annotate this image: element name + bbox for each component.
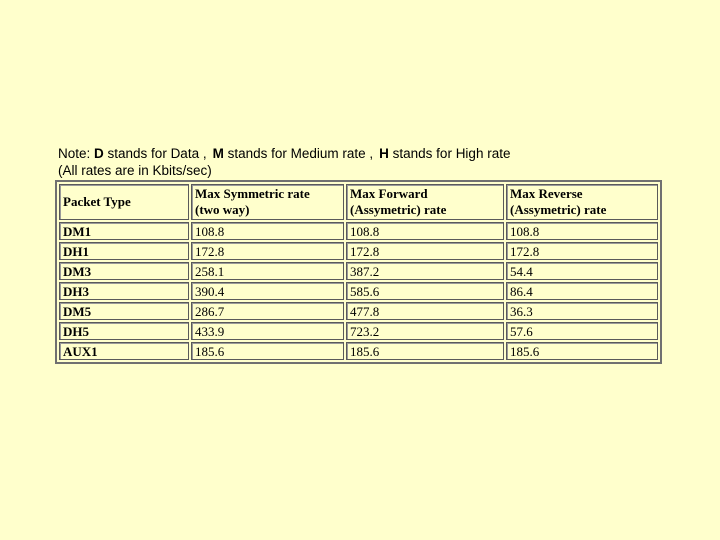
cell-packet-type: DH1 bbox=[59, 242, 189, 260]
cell-symmetric-rate: 172.8 bbox=[191, 242, 344, 260]
note-h-letter: H bbox=[379, 146, 389, 161]
table-row bbox=[59, 262, 658, 280]
cell-reverse-rate: 36.3 bbox=[506, 302, 658, 320]
cell-forward-rate: 172.8 bbox=[346, 242, 504, 260]
cell-packet-type: DH5 bbox=[59, 322, 189, 340]
table-row bbox=[59, 222, 658, 240]
table-row bbox=[59, 242, 658, 260]
cell-forward-rate: 387.2 bbox=[346, 262, 504, 280]
cell-symmetric-rate: 185.6 bbox=[191, 342, 344, 360]
cell-reverse-rate: 185.6 bbox=[506, 342, 658, 360]
cell-symmetric-rate: 108.8 bbox=[191, 222, 344, 240]
note-line-2: (All rates are in Kbits/sec) bbox=[58, 163, 212, 178]
cell-forward-rate: 185.6 bbox=[346, 342, 504, 360]
note-prefix: Note: bbox=[58, 146, 95, 161]
note-line-1 bbox=[58, 145, 510, 162]
cell-packet-type: AUX1 bbox=[59, 342, 189, 360]
rate-note bbox=[58, 145, 510, 179]
note-m-text: stands for Medium rate , bbox=[223, 146, 374, 161]
cell-packet-type: DM5 bbox=[59, 302, 189, 320]
cell-reverse-rate: 86.4 bbox=[506, 282, 658, 300]
table-row bbox=[59, 302, 658, 320]
cell-forward-rate: 477.8 bbox=[346, 302, 504, 320]
table-header-row bbox=[59, 184, 658, 220]
note-d-letter: D bbox=[94, 146, 104, 161]
header-max-forward: Max Forward (Assymetric) rate bbox=[346, 184, 504, 220]
note-d-text: stands for Data , bbox=[103, 146, 207, 161]
note-m-letter: M bbox=[212, 146, 224, 161]
note-h-text: stands for High rate bbox=[388, 146, 511, 161]
table-row bbox=[59, 322, 658, 340]
cell-reverse-rate: 54.4 bbox=[506, 262, 658, 280]
table-row bbox=[59, 282, 658, 300]
table-row bbox=[59, 342, 658, 360]
packet-rate-table bbox=[55, 180, 662, 364]
cell-symmetric-rate: 433.9 bbox=[191, 322, 344, 340]
cell-symmetric-rate: 390.4 bbox=[191, 282, 344, 300]
cell-forward-rate: 585.6 bbox=[346, 282, 504, 300]
cell-forward-rate: 723.2 bbox=[346, 322, 504, 340]
cell-reverse-rate: 108.8 bbox=[506, 222, 658, 240]
cell-packet-type: DM3 bbox=[59, 262, 189, 280]
header-max-reverse: Max Reverse (Assymetric) rate bbox=[506, 184, 658, 220]
cell-symmetric-rate: 258.1 bbox=[191, 262, 344, 280]
cell-reverse-rate: 57.6 bbox=[506, 322, 658, 340]
header-max-symmetric: Max Symmetric rate (two way) bbox=[191, 184, 344, 220]
cell-symmetric-rate: 286.7 bbox=[191, 302, 344, 320]
cell-packet-type: DM1 bbox=[59, 222, 189, 240]
cell-packet-type: DH3 bbox=[59, 282, 189, 300]
cell-reverse-rate: 172.8 bbox=[506, 242, 658, 260]
cell-forward-rate: 108.8 bbox=[346, 222, 504, 240]
header-packet-type: Packet Type bbox=[59, 184, 189, 220]
